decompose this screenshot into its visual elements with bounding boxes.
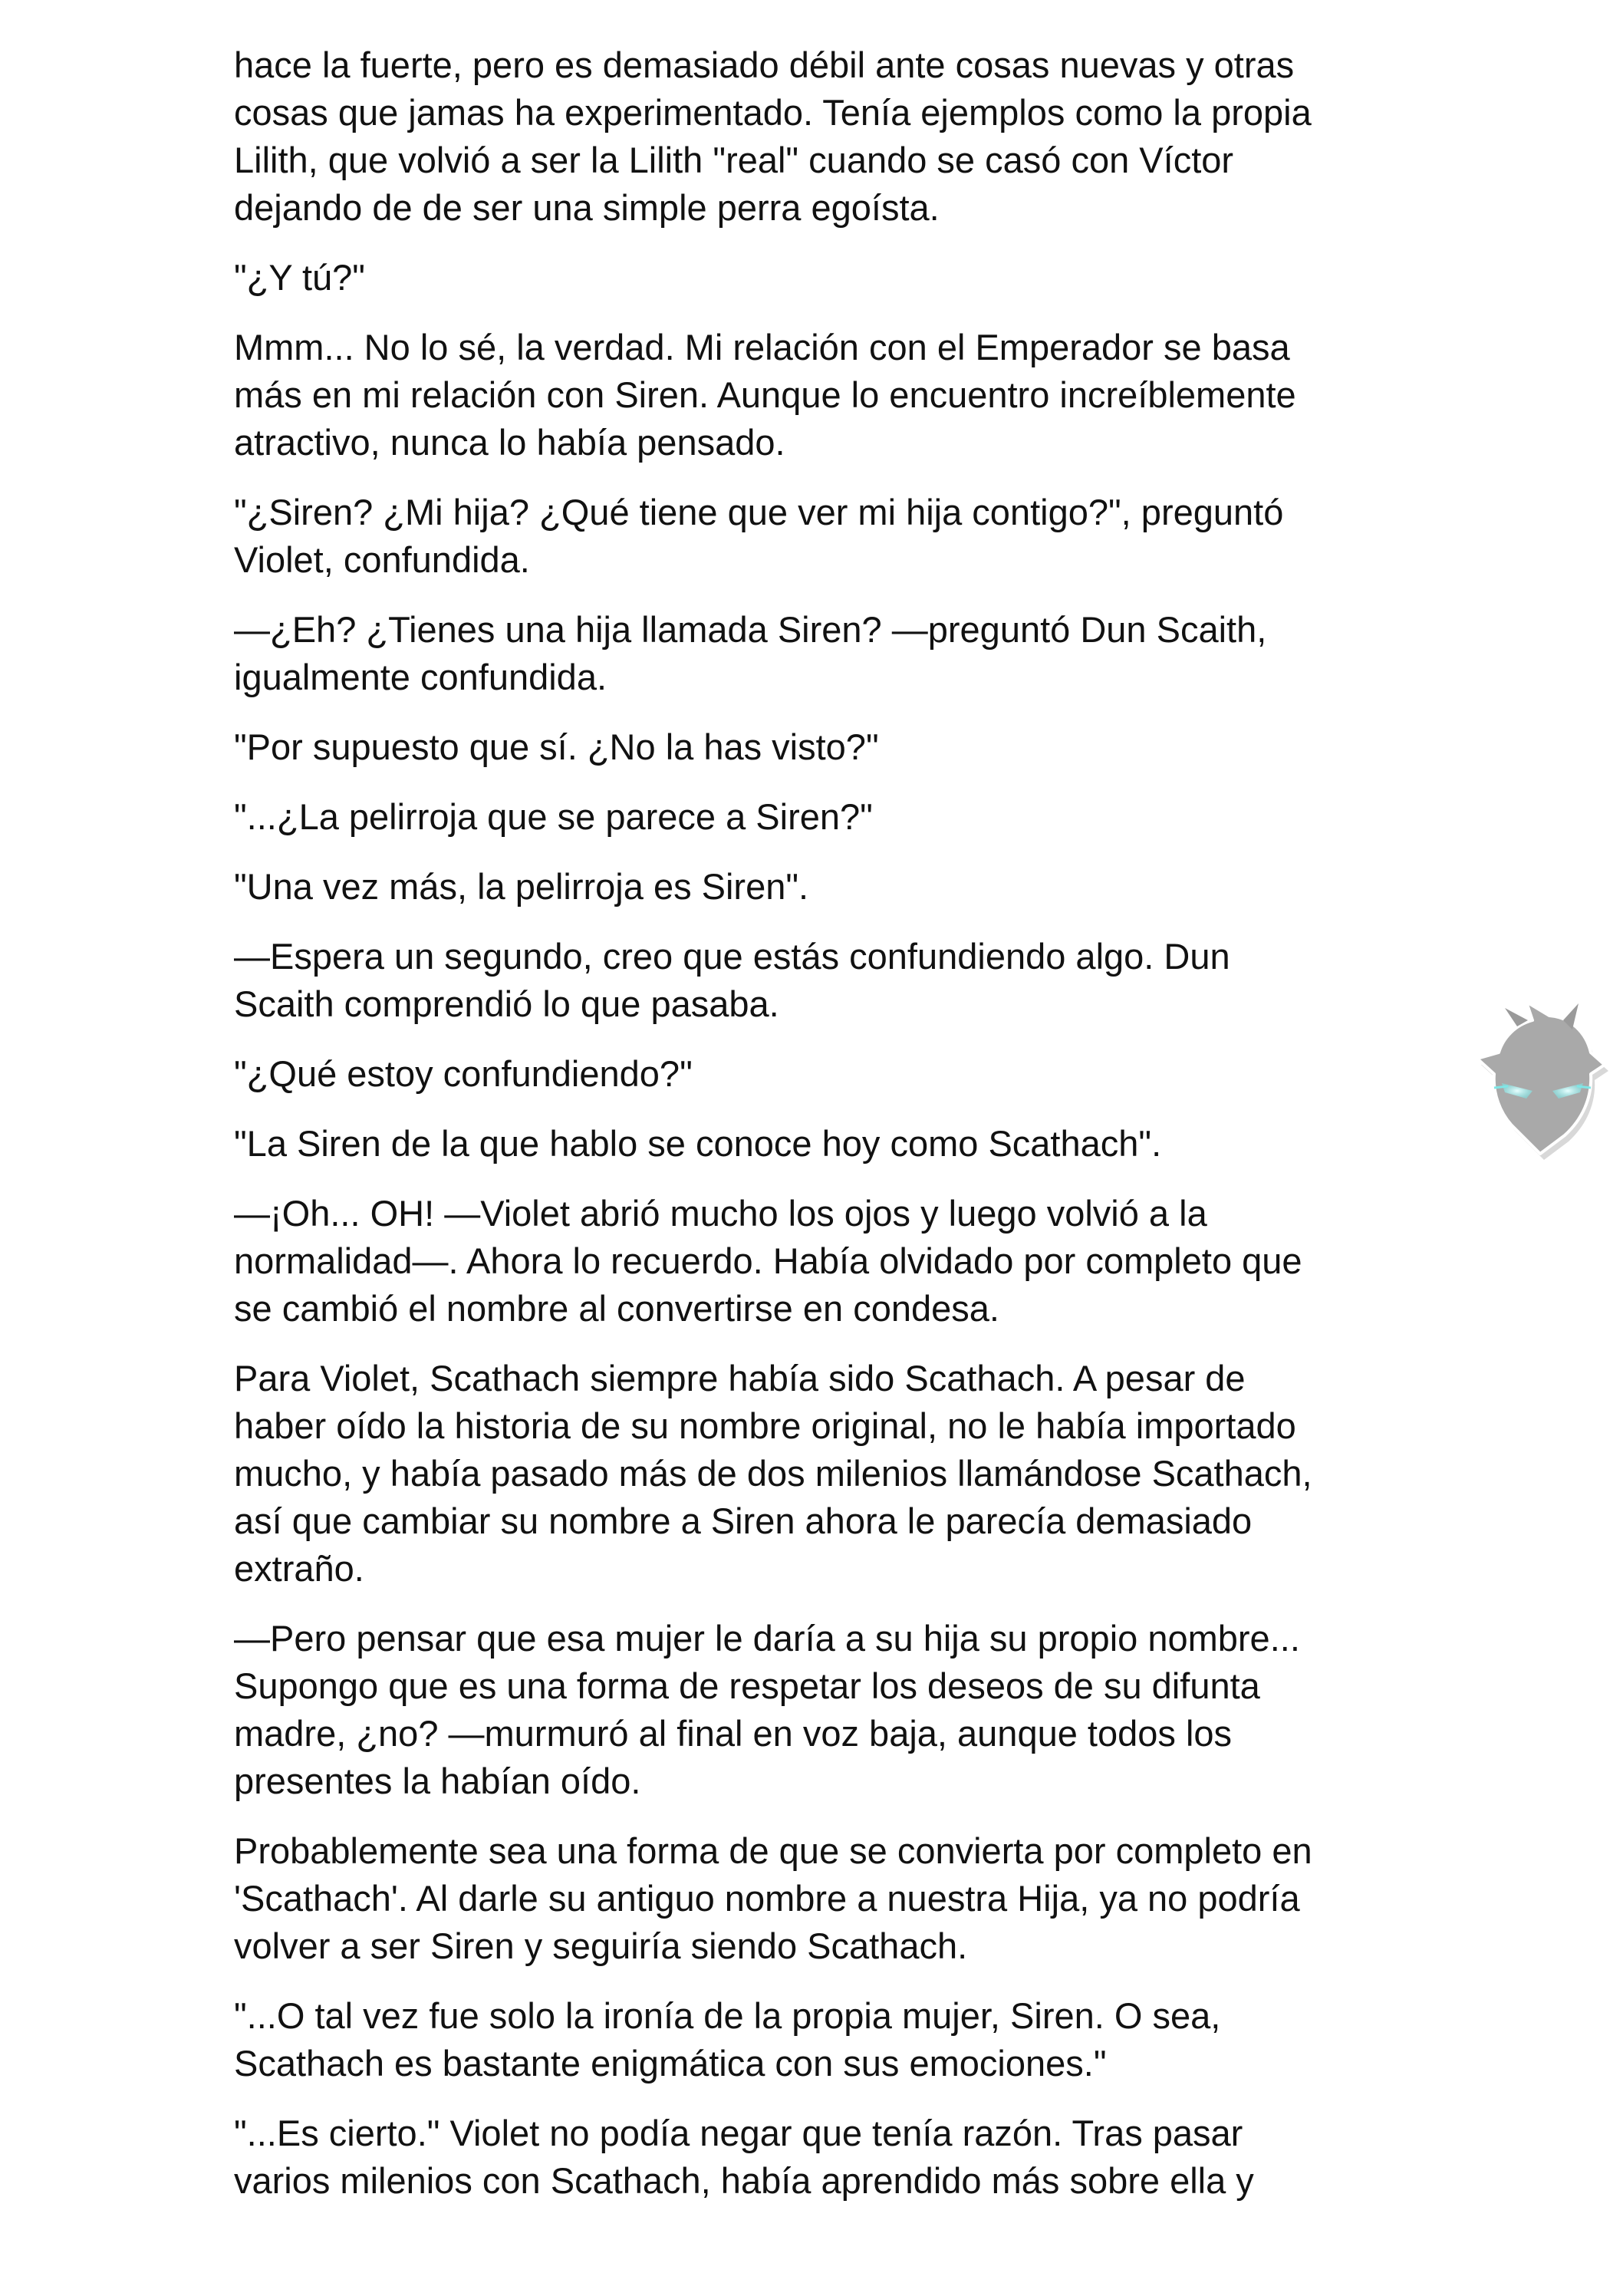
paragraph: —Espera un segundo, creo que estás confundiendo algo. Dun Scaith comprendió lo que pasaba. bbox=[234, 936, 1230, 1024]
demon-head-icon bbox=[1471, 997, 1609, 1162]
paragraph: "...¿La pelirroja que se parece a Siren?" bbox=[234, 796, 873, 837]
paragraph: "¿Y tú?" bbox=[234, 257, 365, 298]
paragraph: Para Violet, Scathach siempre había sido Scathach. A pesar de haber oído la historia de su nombre original, no le había importado mucho, y había pasado más de dos milenios llamándose Scathach, así que cambiar su nombre a Siren ahora le parecía demasiado extraño. bbox=[234, 1358, 1312, 1589]
paragraph: "¿Siren? ¿Mi hija? ¿Qué tiene que ver mi hija contigo?", preguntó Violet, confundida. bbox=[234, 492, 1284, 580]
paragraph: "La Siren de la que hablo se conoce hoy como Scathach". bbox=[234, 1123, 1162, 1164]
paragraph: "Por supuesto que sí. ¿No la has visto?" bbox=[234, 726, 879, 767]
paragraph: "...Es cierto." Violet no podía negar que tenía razón. Tras pasar varios milenios con Scathach, había aprendido más sobre ella y bbox=[234, 2113, 1254, 2201]
paragraph: —Pero pensar que esa mujer le daría a su hija su propio nombre... Supongo que es una forma de respetar los deseos de su difunta madre, ¿no? —murmuró al final en voz baja, aunque todos los presentes la habían oído. bbox=[234, 1618, 1300, 1801]
paragraph: Probablemente sea una forma de que se convierta por completo en 'Scathach'. Al darle su antiguo nombre a nuestra Hija, ya no podría volver a ser Siren y seguiría siendo Scathach. bbox=[234, 1830, 1312, 1966]
paragraph: Mmm... No lo sé, la verdad. Mi relación con el Emperador se basa más en mi relación con Siren. Aunque lo encuentro increíblemente atractivo, nunca lo había pensado. bbox=[234, 327, 1296, 463]
document-body bbox=[234, 41, 1400, 2227]
paragraph: hace la fuerte, pero es demasiado débil ante cosas nuevas y otras cosas que jamas ha experimentado. Tenía ejemplos como la propia Lilith, que volvió a ser la Lilith "real" cuando se casó con Víctor dejando de de ser una simple perra egoísta. bbox=[234, 44, 1312, 228]
paragraph: "¿Qué estoy confundiendo?" bbox=[234, 1053, 693, 1094]
paragraph: "...O tal vez fue solo la ironía de la propia mujer, Siren. O sea, Scathach es bastante enigmática con sus emociones." bbox=[234, 1995, 1221, 2084]
paragraph: "Una vez más, la pelirroja es Siren". bbox=[234, 866, 809, 907]
paragraph: —¿Eh? ¿Tienes una hija llamada Siren? —preguntó Dun Scaith, igualmente confundida. bbox=[234, 609, 1267, 697]
paragraph: —¡Oh... OH! —Violet abrió mucho los ojos y luego volvió a la normalidad—. Ahora lo recuerdo. Había olvidado por completo que se cambió el nombre al convertirse en condesa. bbox=[234, 1193, 1302, 1329]
